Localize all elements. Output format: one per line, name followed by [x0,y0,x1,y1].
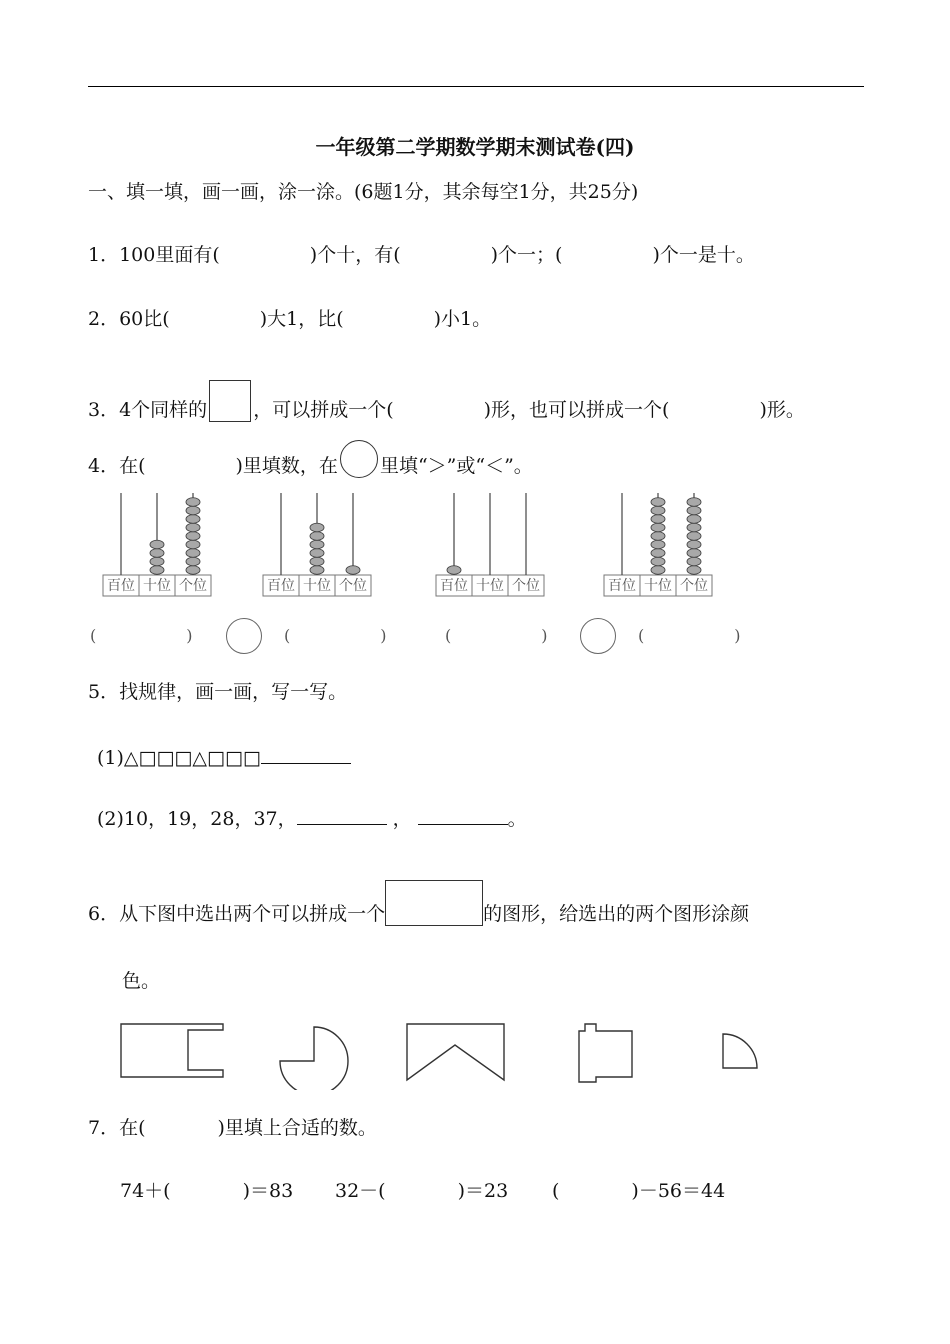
q5-sub2-text: (2)10，19，28，37， [97,808,297,830]
abacus-bead [651,549,665,558]
q5-number: 5． [88,681,120,703]
abacus-bead [186,540,200,549]
quarter-circle-shape[interactable] [723,1034,757,1068]
q5-sub2-blank-1[interactable] [297,806,387,825]
q1-text-c: )个一；( [490,244,563,266]
q7-equation-1: 74＋( )＝83 [120,1180,294,1202]
abacus-bead [186,523,200,532]
abacus-bead [687,523,701,532]
abacus-bead [687,549,701,558]
rectangle-shape-icon [385,880,483,926]
q6-text-a: 从下图中选出两个可以拼成一个 [119,903,386,925]
abacus-place-label: 百位 [608,578,636,594]
abacus-place-label: 个位 [339,578,367,594]
abacus-place-label: 个位 [512,578,540,594]
abacus-place-label: 十位 [644,578,672,594]
section-heading: 一、填一填，画一画，涂一涂。(6题1分，其余每空1分，共25分) [88,181,639,203]
abacus-bead [186,506,200,515]
q5-sub1 [97,745,351,770]
abacus-bead [310,557,324,566]
q3-text-b: ，可以拼成一个( [253,399,394,421]
question-7 [88,1116,377,1140]
abacus-place-label: 个位 [179,578,207,594]
abacus-bead [651,566,665,575]
abacus-bead [310,532,324,541]
q1-text-a: 100里面有( [119,244,220,266]
abacus-bead [150,557,164,566]
circle-shape-icon [340,440,378,478]
q2-number: 2． [88,308,120,330]
abacus-place-label: 十位 [476,578,504,594]
q1-text-d: )个一是十。 [652,244,755,266]
abacus-bead [186,515,200,524]
q4-text-b: )里填数，在 [235,455,338,477]
abacus-bead [186,498,200,507]
answer-paren-1[interactable]: ( ) [90,626,193,645]
compare-circle-1[interactable] [226,618,262,654]
q6-shapes [0,1010,950,1090]
page-title: 一年级第二学期数学期末测试卷(四) [315,135,635,159]
abacus-bead [687,557,701,566]
q4-text-c: 里填“＞”或“＜”。 [379,455,533,477]
abacus-place-label: 百位 [107,578,135,594]
q6-text-b: 的图形，给选出的两个图形涂颜 [483,903,750,925]
q2-text-b: )大1，比( [259,308,344,330]
abacus-bead [310,523,324,532]
notched-trapezoid-shape[interactable] [407,1024,504,1080]
q3-number: 3． [88,399,120,421]
abacus-group [0,485,950,610]
abacus-bead [651,557,665,566]
abacus-bead [186,557,200,566]
answer-paren-3[interactable]: ( ) [445,626,548,645]
abacus-bead [150,566,164,575]
q7-equation-2: 32－( )＝23 [335,1180,509,1202]
question-6 [88,880,749,926]
abacus-bead [687,498,701,507]
q1-text-b: )个十，有( [309,244,401,266]
q7-number: 7． [88,1117,120,1139]
question-2 [88,307,491,331]
abacus-bead [651,515,665,524]
q4-number: 4． [88,455,120,477]
three-quarter-circle-shape[interactable] [280,1027,348,1090]
notched-rectangle-shape[interactable] [121,1024,223,1077]
abacus-bead [447,566,461,575]
abacus-bead [687,540,701,549]
q2-text-c: )小1。 [433,308,492,330]
answer-paren-2[interactable]: ( ) [284,626,387,645]
abacus-bead [186,532,200,541]
abacus-bead [310,566,324,575]
q4-text-a: 在( [119,455,146,477]
compare-circle-2[interactable] [580,618,616,654]
abacus-bead [310,540,324,549]
q7-equation-3: ( )－56＝44 [552,1180,726,1202]
abacus-place-label: 十位 [303,578,331,594]
abacus-bead [186,566,200,575]
abacus-bead [687,566,701,575]
abacus-bead [651,540,665,549]
abacus-bead [651,498,665,507]
answer-paren-4[interactable]: ( ) [638,626,741,645]
abacus-place-label: 个位 [680,578,708,594]
q6-continuation: 色。 [122,970,161,992]
question-5 [88,680,347,704]
question-1 [88,243,755,267]
q1-number: 1． [88,244,120,266]
abacus-bead [687,506,701,515]
q5-sub2-blank-2[interactable] [418,806,508,825]
abacus-bead [651,523,665,532]
q5-sub2 [97,806,527,831]
tabbed-rectangle-shape[interactable] [579,1024,632,1082]
abacus-bead [346,566,360,575]
q3-text-a: 4个同样的 [119,399,208,421]
abacus-place-label: 百位 [267,578,295,594]
square-shape-icon [209,380,251,422]
q3-text-d: )形。 [759,399,805,421]
abacus-bead [651,506,665,515]
q7-text-a: 在( [119,1117,146,1139]
q5-sub1-blank[interactable] [261,745,351,764]
abacus-bead [310,549,324,558]
q6-number: 6． [88,903,120,925]
abacus-bead [186,549,200,558]
abacus-place-label: 百位 [440,578,468,594]
q5-sub2-end: 。 [507,808,527,830]
q5-sub2-sep: ， [392,808,412,830]
abacus-bead [687,532,701,541]
q5-text: 找规律，画一画，写一写。 [119,681,348,703]
question-3 [88,380,805,422]
abacus-bead [150,540,164,549]
top-rule [88,86,864,87]
q3-text-c: )形，也可以拼成一个( [483,399,670,421]
question-4 [88,440,533,478]
q5-sub1-text: (1)△□□□△□□□ [97,747,261,769]
abacus-bead [687,515,701,524]
q7-text-b: )里填上合适的数。 [217,1117,377,1139]
abacus-place-label: 十位 [143,578,171,594]
abacus-bead [651,532,665,541]
q2-text-a: 60比( [119,308,170,330]
abacus-bead [150,549,164,558]
